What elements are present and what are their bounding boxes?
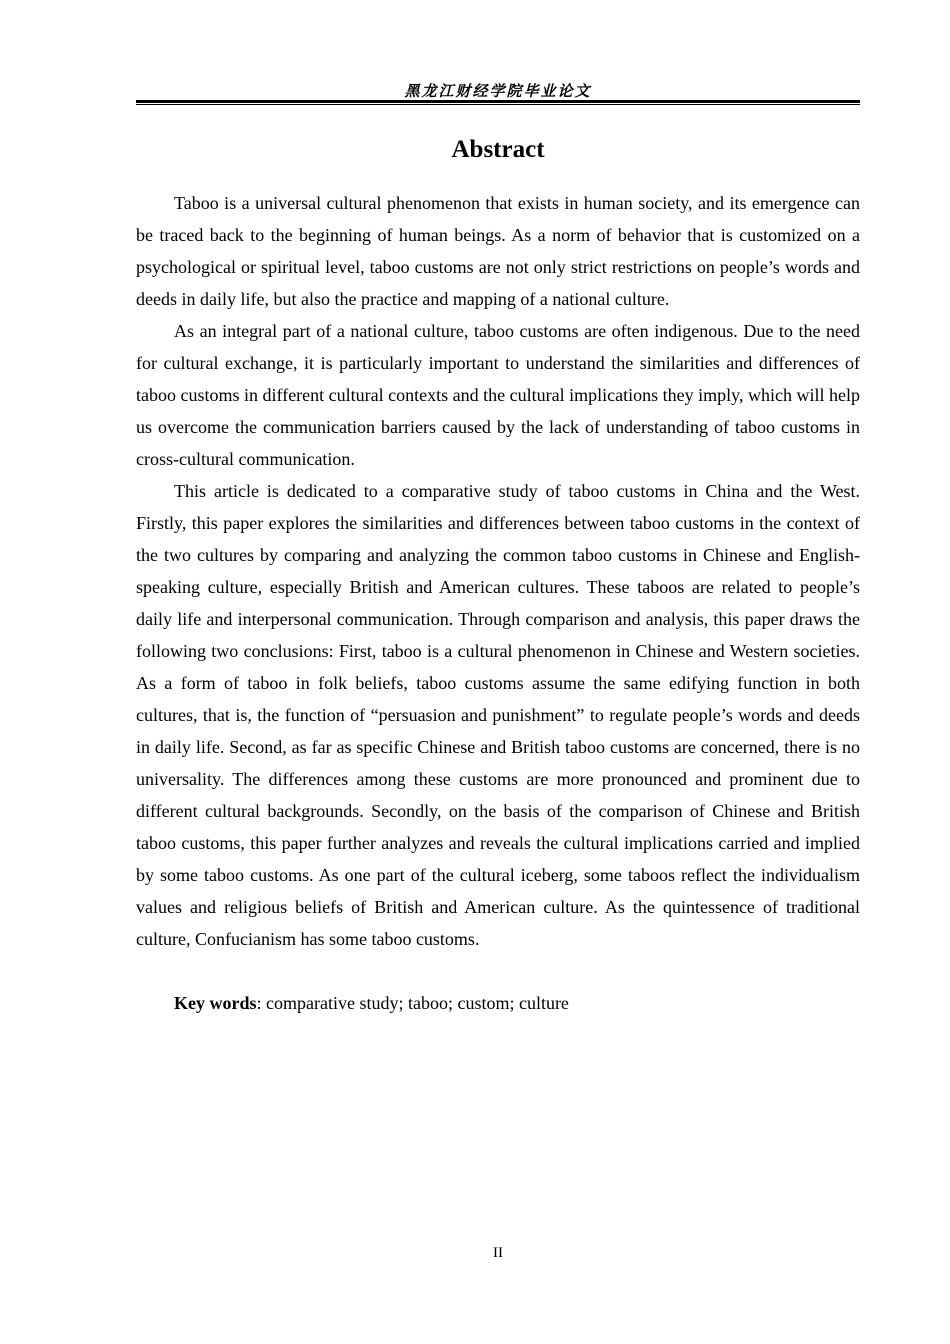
header-rule-thick xyxy=(136,100,860,103)
page-header: 黑龙江财经学院毕业论文 xyxy=(404,82,592,100)
keywords-text: : comparative study; taboo; custom; culture xyxy=(256,993,569,1013)
page-number: II xyxy=(493,1245,503,1261)
abstract-paragraph: Taboo is a universal cultural phenomenon that exists in human society, and its emergence can be traced back to the beginning of human beings. As a norm of behavior that is customized on a psychological or spiritual level, taboo customs are not only strict restrictions on people’s words and deeds in daily life, but also the practice and mapping of a national culture. xyxy=(136,193,860,309)
keywords-label: Key words xyxy=(174,993,257,1013)
abstract-paragraph: This article is dedicated to a comparative study of taboo customs in China and the West. Firstly, this paper explores the similarities and differences between taboo customs in the context of the two cultures by comparing and analyzing the common taboo customs in Chinese and English-speaking culture, especially British and American cultures. These taboos are related to people’s daily life and interpersonal communication. Through comparison and analysis, this paper draws the following two conclusions: First, taboo is a cultural phenomenon in Chinese and Western societies. As a form of taboo in folk beliefs, taboo customs assume the same edifying function in both cultures, that is, the function of “persuasion and punishment” to regulate people’s words and deeds in daily life. Second, as far as specific Chinese and British taboo customs are concerned, there is no universality. The differences among these customs are more pronounced and prominent due to different cultural backgrounds. Secondly, on the basis of the comparison of Chinese and British taboo customs, this paper further analyzes and reveals the cultural implications carried and implied by some taboo customs. As one part of the cultural iceberg, some taboos reflect the individualism values and religious beliefs of British and American culture. As the quintessence of traditional culture, Confucianism has some taboo customs. xyxy=(136,481,860,949)
abstract-body xyxy=(136,187,860,1019)
abstract-paragraph: As an integral part of a national culture, taboo customs are often indigenous. Due to the need for cultural exchange, it is particularly important to understand the similarities and differences of taboo customs in different cultural contexts and the cultural implications they imply, which will help us overcome the communication barriers caused by the lack of understanding of taboo customs in cross-cultural communication. xyxy=(136,321,860,469)
page-title: Abstract xyxy=(451,136,545,163)
keywords-line xyxy=(136,987,860,1019)
header-rule-thin xyxy=(136,104,860,105)
